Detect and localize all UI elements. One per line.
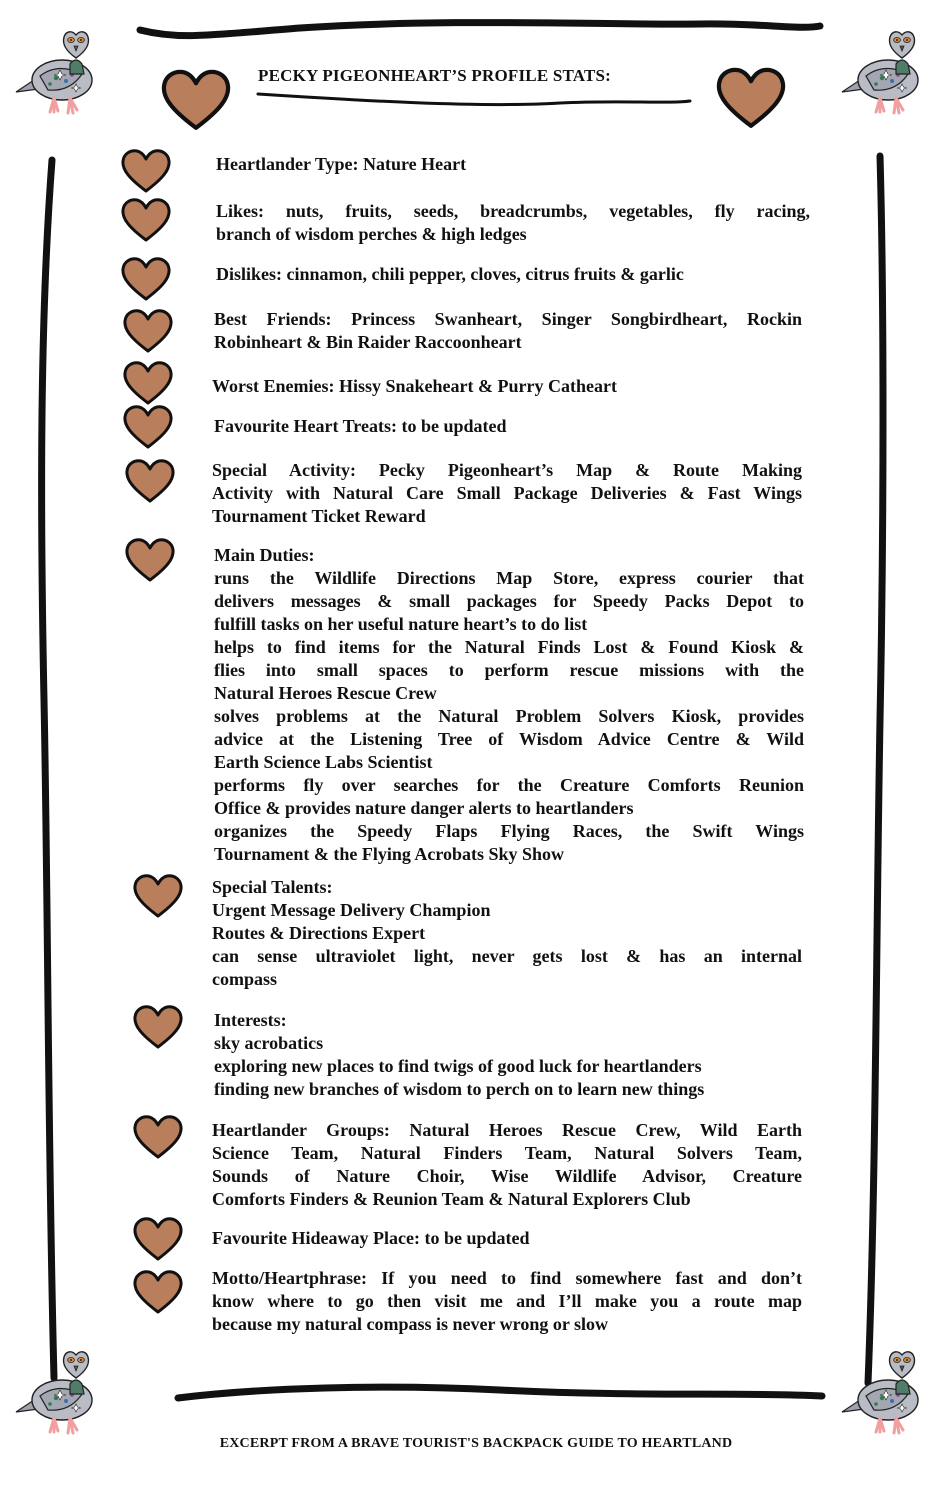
heart-icon bbox=[132, 1269, 184, 1315]
pigeon-mascot-icon bbox=[10, 1338, 108, 1436]
motto-heartphrase: Motto/Heartphrase: If you need to find somewhere fast and don’t know where to go then visit me and I’ll make you a route map because my natural compass is never wrong or slow bbox=[212, 1268, 802, 1334]
heartlander-type: Heartlander Type: Nature Heart bbox=[216, 154, 467, 174]
worst-enemies: Worst Enemies: Hissy Snakeheart & Purry Catheart bbox=[212, 376, 617, 396]
special-activity: Special Activity: Pecky Pigeonheart’s Map & Route Making Activity with Natural Care Small Package Deliveries & Fast Wings Tournament Ticket Reward bbox=[212, 460, 802, 526]
likes: Likes: nuts, fruits, seeds, breadcrumbs, vegetables, fly racing, branch of wisdom perches & high ledges bbox=[216, 201, 810, 244]
heart-icon bbox=[132, 1114, 184, 1160]
pigeon-mascot-icon bbox=[836, 1338, 934, 1436]
heart-icon bbox=[124, 537, 176, 583]
heartlander-groups: Heartlander Groups: Natural Heroes Rescue Crew, Wild Earth Science Team, Natural Finders Team, Natural Solvers Team, Sounds of Nature Choir, Wise Wildlife Advisor, Creature Comforts Finders & Reunion Team & Natural Explorers Club bbox=[212, 1120, 802, 1209]
pigeon-mascot-icon bbox=[836, 18, 934, 116]
pigeon-mascot-icon bbox=[10, 18, 108, 116]
heart-icon bbox=[124, 458, 176, 504]
heart-icon bbox=[132, 873, 184, 919]
heart-icon bbox=[122, 308, 174, 354]
heart-icon bbox=[156, 68, 236, 132]
footer-caption: EXCERPT FROM A BRAVE TOURIST'S BACKPACK GUIDE TO HEARTLAND bbox=[219, 1436, 733, 1451]
dislikes: Dislikes: cinnamon, chili pepper, cloves, citrus fruits & garlic bbox=[216, 264, 684, 284]
heart-icon bbox=[132, 1004, 184, 1050]
best-friends: Best Friends: Princess Swanheart, Singer Songbirdheart, Rockin Robinheart & Bin Raider Raccoonheart bbox=[214, 309, 802, 352]
main-duties: Main Duties: runs the Wildlife Directions Map Store, express courier that delivers messages & small packages for Speedy Packs Depot to fulfill tasks on her useful nature heart’s to do list helps to find items for the Natural Finds Lost & Found Kiosk & flies into small spaces to perform rescue missions with the Natural Heroes Rescue Crew solves problems at the Natural Problem Solvers Kiosk, provides advice at the Listening Tree of Wisdom Advice Centre & Wild Earth Science Labs Scientist performs fly over searches for the Creature Comforts Reunion Office & provides nature danger alerts to heartlanders organizes the Speedy Flaps Flying Races, the Swift Wings Tournament & the Flying Acrobats Sky Show bbox=[214, 545, 804, 864]
interests: Interests: sky acrobatics exploring new places to find twigs of good luck for heartlanders finding new branches of wisdom to perch on to learn new things bbox=[214, 1010, 705, 1099]
heart-icon bbox=[711, 66, 791, 130]
special-talents: Special Talents: Urgent Message Delivery Champion Routes & Directions Expert can sense ultraviolet light, never gets lost & has an internal compass bbox=[212, 877, 802, 989]
heart-icon bbox=[122, 360, 174, 406]
heart-icon bbox=[120, 197, 172, 243]
heart-icon bbox=[132, 1216, 184, 1262]
heart-icon bbox=[122, 404, 174, 450]
page-title: PECKY PIGEONHEART’S PROFILE STATS: bbox=[258, 66, 612, 85]
favourite-heart-treats: Favourite Heart Treats: to be updated bbox=[214, 416, 507, 436]
favourite-hideaway-place: Favourite Hideaway Place: to be updated bbox=[212, 1228, 530, 1248]
heart-icon bbox=[120, 148, 172, 194]
heart-icon bbox=[120, 256, 172, 302]
